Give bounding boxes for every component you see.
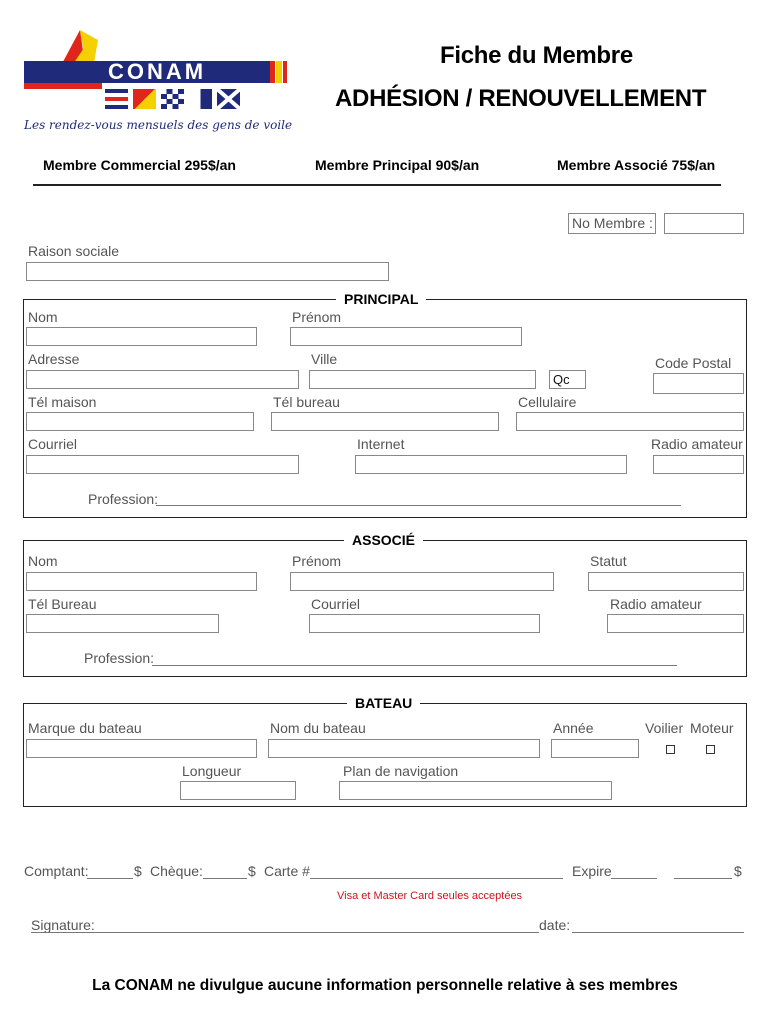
associe-profession-line[interactable] bbox=[152, 665, 677, 666]
page-title: Fiche du Membre bbox=[440, 42, 633, 69]
associe-tel-bureau-field[interactable] bbox=[26, 614, 219, 633]
amount-dollar: $ bbox=[734, 863, 742, 879]
voilier-checkbox[interactable] bbox=[666, 745, 675, 754]
associe-prenom-field[interactable] bbox=[290, 572, 554, 591]
no-membre-field[interactable] bbox=[664, 213, 744, 234]
principal-internet-field[interactable] bbox=[355, 455, 627, 474]
associe-title: ASSOCIÉ bbox=[344, 532, 423, 548]
logo-text: CONAM bbox=[108, 59, 207, 84]
principal-cellulaire-label: Cellulaire bbox=[518, 394, 577, 410]
principal-province-value: Qc bbox=[553, 372, 570, 387]
principal-prenom-field[interactable] bbox=[290, 327, 522, 346]
logo-tagline: Les rendez-vous mensuels des gens de voile bbox=[24, 118, 293, 132]
bateau-voilier-label: Voilier bbox=[645, 720, 684, 736]
conam-logo bbox=[22, 28, 292, 138]
comptant-label: Comptant: bbox=[24, 863, 89, 879]
no-membre-label-box bbox=[568, 213, 656, 234]
associe-radio-field[interactable] bbox=[607, 614, 744, 633]
bateau-marque-label: Marque du bateau bbox=[28, 720, 142, 736]
bateau-longueur-label: Longueur bbox=[182, 763, 242, 779]
bateau-moteur-label: Moteur bbox=[690, 720, 734, 736]
principal-adresse-field[interactable] bbox=[26, 370, 299, 389]
signature-line[interactable] bbox=[31, 932, 744, 933]
membership-principal[interactable]: Membre Principal 90$/an bbox=[315, 157, 480, 173]
raison-sociale-label: Raison sociale bbox=[28, 243, 120, 259]
carte-line[interactable] bbox=[310, 878, 563, 879]
card-note: Visa et Master Card seules acceptées bbox=[337, 890, 523, 902]
membership-associe[interactable]: Membre Associé 75$/an bbox=[557, 157, 716, 173]
principal-radio-label: Radio amateur bbox=[651, 436, 743, 452]
raison-sociale-field[interactable] bbox=[26, 262, 389, 281]
moteur-checkbox[interactable] bbox=[706, 745, 715, 754]
principal-courriel-field[interactable] bbox=[26, 455, 299, 474]
cheque-label: Chèque: bbox=[150, 863, 203, 879]
associe-prenom-label: Prénom bbox=[292, 553, 342, 569]
principal-title: PRINCIPAL bbox=[336, 291, 426, 307]
principal-cellulaire-field[interactable] bbox=[516, 412, 744, 431]
associe-courriel-field[interactable] bbox=[309, 614, 540, 633]
signal-flag-m-icon bbox=[217, 89, 240, 109]
membership-commercial[interactable]: Membre Commercial 295$/an bbox=[43, 157, 236, 173]
principal-prenom-label: Prénom bbox=[292, 309, 342, 325]
associe-tel-bureau-label: Tél Bureau bbox=[28, 596, 97, 612]
signal-flag-a-icon bbox=[189, 89, 212, 109]
principal-tel-bureau-field[interactable] bbox=[271, 412, 499, 431]
signature-label: Signature: bbox=[31, 917, 95, 933]
bateau-plan-label: Plan de navigation bbox=[343, 763, 459, 779]
principal-tel-bureau-label: Tél bureau bbox=[273, 394, 340, 410]
privacy-footer: La CONAM ne divulgue aucune information personnelle relative à ses membres bbox=[92, 977, 678, 994]
principal-profession-label: Profession: bbox=[88, 491, 159, 507]
bateau-annee-field[interactable] bbox=[551, 739, 639, 758]
associe-nom-label: Nom bbox=[28, 553, 58, 569]
principal-code-postal-field[interactable] bbox=[653, 373, 744, 394]
associe-radio-label: Radio amateur bbox=[610, 596, 702, 612]
associe-nom-field[interactable] bbox=[26, 572, 257, 591]
associe-profession-label: Profession: bbox=[84, 650, 155, 666]
principal-nom-label: Nom bbox=[28, 309, 58, 325]
associe-statut-label: Statut bbox=[590, 553, 627, 569]
bateau-longueur-field[interactable] bbox=[180, 781, 296, 800]
cheque-line[interactable] bbox=[203, 878, 247, 879]
no-membre-label: No Membre : bbox=[572, 215, 653, 231]
principal-profession-line[interactable] bbox=[156, 505, 681, 506]
signal-flag-o-icon bbox=[133, 89, 156, 109]
bateau-marque-field[interactable] bbox=[26, 739, 257, 758]
bateau-annee-label: Année bbox=[553, 720, 594, 736]
carte-label: Carte # bbox=[264, 863, 310, 879]
associe-courriel-label: Courriel bbox=[311, 596, 361, 612]
principal-nom-field[interactable] bbox=[26, 327, 257, 346]
principal-tel-maison-field[interactable] bbox=[26, 412, 254, 431]
comptant-line[interactable] bbox=[87, 878, 133, 879]
principal-ville-label: Ville bbox=[311, 351, 338, 367]
bateau-nom-label: Nom du bateau bbox=[270, 720, 366, 736]
bateau-plan-field[interactable] bbox=[339, 781, 612, 800]
signal-flag-c-icon bbox=[105, 89, 128, 109]
principal-adresse-label: Adresse bbox=[28, 351, 80, 367]
principal-ville-field[interactable] bbox=[309, 370, 536, 389]
principal-courriel-label: Courriel bbox=[28, 436, 78, 452]
page-subtitle: ADHÉSION / RENOUVELLEMENT bbox=[335, 85, 707, 112]
signal-flag-n-icon bbox=[161, 89, 184, 109]
principal-code-postal-label: Code Postal bbox=[655, 355, 732, 371]
associe-statut-field[interactable] bbox=[588, 572, 744, 591]
principal-internet-label: Internet bbox=[357, 436, 405, 452]
date-label: date: bbox=[539, 917, 571, 933]
principal-province-field[interactable] bbox=[549, 370, 586, 389]
comptant-dollar: $ bbox=[134, 863, 142, 879]
principal-radio-field[interactable] bbox=[653, 455, 744, 474]
bateau-nom-field[interactable] bbox=[268, 739, 540, 758]
principal-tel-maison-label: Tél maison bbox=[28, 394, 97, 410]
expire-label: Expire bbox=[572, 863, 612, 879]
membership-divider bbox=[33, 184, 721, 186]
amount-line[interactable] bbox=[674, 878, 732, 879]
expire-line[interactable] bbox=[611, 878, 657, 879]
cheque-dollar: $ bbox=[248, 863, 256, 879]
bateau-title: BATEAU bbox=[347, 695, 420, 711]
